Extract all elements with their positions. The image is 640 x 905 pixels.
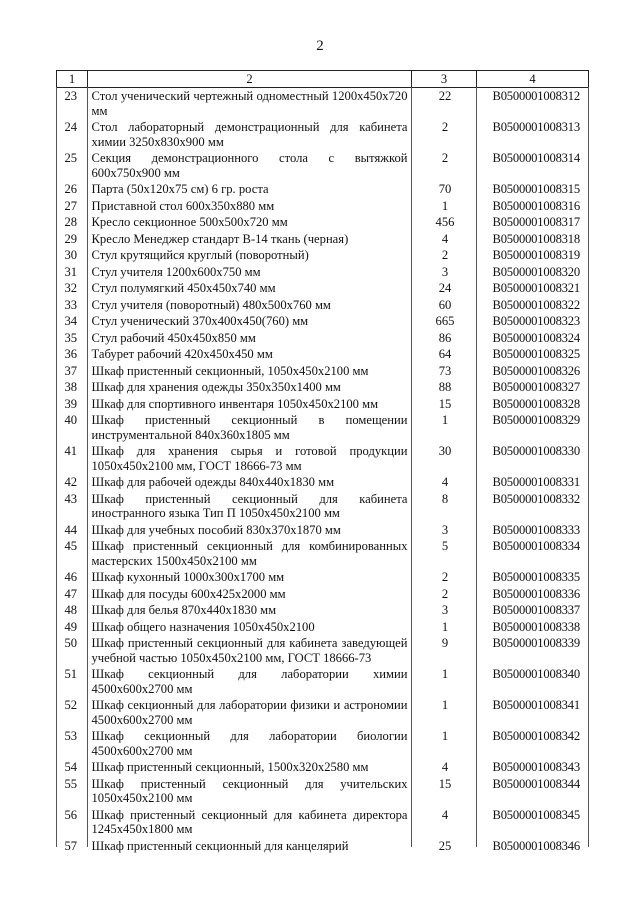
quantity-cell: 4 (441, 475, 449, 489)
table-row (57, 619, 589, 636)
row-number-cell: 23 (64, 89, 78, 103)
quantity-cell: 25 (438, 838, 452, 853)
quantity-cell: 86 (438, 330, 452, 345)
row-number-cell: 29 (64, 231, 78, 246)
table-row (57, 119, 589, 150)
quantity-cell: 60 (438, 297, 452, 312)
row-number-cell: 53 (64, 729, 78, 743)
inventory-code-cell: B0500001008324 (492, 330, 580, 345)
item-name-cell: Стул полумягкий 450х450х740 мм (91, 281, 276, 295)
table-row (57, 297, 589, 314)
item-name-cell: Парта (50х120х75 см) 6 гр. роста (91, 182, 269, 196)
row-number-cell: 27 (64, 198, 78, 213)
table-row (57, 88, 589, 120)
inventory-code-cell: B0500001008338 (492, 619, 580, 634)
row-number-cell: 40 (64, 413, 78, 427)
row-number-cell: 34 (64, 314, 78, 328)
row-number-cell: 50 (64, 636, 78, 650)
table-row (57, 443, 589, 474)
item-name-cell: Кресло Менеджер стандарт В-14 ткань (черная) (91, 231, 349, 246)
row-number-cell: 36 (64, 347, 78, 361)
table-row (57, 776, 589, 807)
inventory-code-cell: B0500001008317 (492, 215, 580, 229)
table-row (57, 346, 589, 363)
table-row (57, 807, 589, 838)
inventory-code-cell: B0500001008336 (492, 586, 580, 601)
inventory-code-cell: B0500001008316 (492, 198, 580, 213)
quantity-cell: 15 (438, 396, 452, 411)
row-number-cell: 37 (64, 363, 78, 378)
quantity-cell: 15 (438, 776, 452, 791)
quantity-cell: 73 (438, 363, 452, 378)
item-name-cell: Приставной стол 600х350х880 мм (91, 198, 275, 213)
item-name-cell: Табурет рабочий 420х450х450 мм (91, 347, 273, 361)
quantity-cell: 2 (441, 151, 449, 165)
table-row (57, 396, 589, 413)
column-header-number: 1 (57, 71, 88, 88)
item-name-cell: Шкаф для хранения одежды 350х350х1400 мм (91, 380, 341, 394)
item-name-cell: Шкаф пристенный секционный для комбинированных мастерских 1500х450х2100 мм (91, 539, 408, 568)
item-name-cell: Шкаф общего назначения 1050х450х2100 (91, 619, 315, 634)
item-name-cell: Кресло секционное 500х500х720 мм (91, 215, 288, 229)
row-number-cell: 24 (64, 120, 78, 134)
row-number-cell: 30 (64, 248, 78, 262)
item-name-cell: Стул рабочий 450х450х850 мм (91, 330, 256, 345)
inventory-code-cell: B0500001008334 (492, 539, 580, 553)
table-row (57, 538, 589, 569)
inventory-code-cell: B0500001008340 (492, 667, 580, 681)
item-name-cell: Шкаф пристенный секционный в помещении инструментальной 840х360х1805 мм (91, 413, 408, 442)
table-row (57, 330, 589, 347)
row-number-cell: 41 (64, 444, 78, 458)
table-row (57, 379, 589, 396)
column-divider-3 (476, 87, 477, 847)
table-row (57, 697, 589, 728)
inventory-code-cell: B0500001008337 (492, 603, 580, 617)
inventory-code-cell: B0500001008315 (492, 182, 580, 196)
quantity-cell: 1 (441, 667, 449, 681)
inventory-code-cell: B0500001008330 (492, 444, 580, 458)
table-row (57, 313, 589, 330)
table-row (57, 474, 589, 491)
item-name-cell: Шкаф для белья 870х440х1830 мм (91, 603, 277, 617)
inventory-code-cell: B0500001008326 (492, 363, 580, 378)
row-number-cell: 33 (64, 297, 78, 312)
table-row (57, 522, 589, 539)
table-row (57, 280, 589, 297)
row-number-cell: 32 (64, 281, 78, 295)
item-name-cell: Стул учителя 1200х600х750 мм (91, 264, 261, 279)
quantity-cell: 2 (441, 248, 449, 262)
column-divider-2 (411, 87, 412, 847)
quantity-cell: 2 (441, 120, 449, 134)
quantity-cell: 64 (438, 347, 452, 361)
row-number-cell: 28 (64, 215, 78, 229)
item-name-cell: Шкаф секционный для лаборатории химии 4500х600х2700 мм (91, 667, 408, 696)
row-number-cell: 55 (64, 776, 78, 791)
row-number-cell: 35 (64, 330, 78, 345)
inventory-code-cell: B0500001008313 (492, 120, 580, 134)
quantity-cell: 665 (435, 314, 455, 328)
quantity-cell: 1 (441, 698, 449, 712)
table-row (57, 759, 589, 776)
inventory-code-cell: B0500001008319 (492, 248, 580, 262)
quantity-cell: 3 (441, 603, 449, 617)
row-number-cell: 42 (64, 475, 78, 489)
inventory-code-cell: B0500001008325 (492, 347, 580, 361)
inventory-code-cell: B0500001008323 (492, 314, 580, 328)
row-number-cell: 39 (64, 396, 78, 411)
quantity-cell: 22 (438, 89, 452, 103)
quantity-cell: 1 (441, 198, 449, 213)
table-row (57, 150, 589, 181)
quantity-cell: 4 (441, 807, 449, 822)
quantity-cell: 3 (441, 264, 449, 279)
quantity-cell: 70 (438, 182, 452, 196)
row-number-cell: 26 (64, 182, 78, 196)
item-name-cell: Стул ученический 370х400х450(760) мм (91, 314, 309, 328)
quantity-cell: 8 (441, 491, 449, 506)
row-number-cell: 49 (64, 619, 78, 634)
inventory-table (56, 70, 589, 854)
item-name-cell: Шкаф для спортивного инвентаря 1050х450х2100 мм (91, 396, 379, 411)
inventory-code-cell: B0500001008327 (492, 380, 580, 394)
quantity-cell: 3 (441, 522, 449, 537)
column-header-quantity: 3 (412, 71, 477, 88)
quantity-cell: 456 (435, 215, 455, 229)
row-number-cell: 46 (64, 570, 78, 584)
row-number-cell: 47 (64, 586, 78, 601)
inventory-code-cell: B0500001008322 (492, 297, 580, 312)
column-header-name: 2 (88, 71, 412, 88)
inventory-code-cell: B0500001008318 (492, 231, 580, 246)
item-name-cell: Шкаф секционный для лаборатории физики и астрономии 4500х600х2700 мм (91, 698, 408, 727)
inventory-code-cell: B0500001008339 (492, 636, 580, 650)
quantity-cell: 5 (441, 539, 449, 553)
row-number-cell: 57 (64, 838, 78, 853)
item-name-cell: Шкаф для посуды 600х425х2000 мм (91, 586, 286, 601)
inventory-code-cell: B0500001008312 (492, 89, 580, 103)
inventory-code-cell: B0500001008328 (492, 396, 580, 411)
row-number-cell: 25 (64, 151, 78, 165)
item-name-cell: Стул учителя (поворотный) 480х500х760 мм (91, 297, 331, 312)
quantity-cell: 4 (441, 760, 449, 774)
item-name-cell: Шкаф для учебных пособий 830х370х1870 мм (91, 522, 341, 537)
row-number-cell: 31 (64, 264, 78, 279)
item-name-cell: Шкаф кухонный 1000х300х1700 мм (91, 570, 285, 584)
table-row (57, 363, 589, 380)
table-row (57, 214, 589, 231)
row-number-cell: 45 (64, 539, 78, 553)
row-number-cell: 43 (64, 491, 78, 506)
item-name-cell: Стол лабораторный демонстрационный для кабинета химии 3250х830х900 мм (91, 120, 408, 149)
table-row (57, 728, 589, 759)
quantity-cell: 1 (441, 413, 449, 427)
quantity-cell: 1 (441, 619, 449, 634)
table-left-border (56, 87, 57, 847)
quantity-cell: 9 (441, 636, 449, 650)
inventory-code-cell: B0500001008346 (492, 838, 580, 853)
item-name-cell: Шкаф пристенный секционный для учительских 1050х450х2100 мм (91, 776, 408, 805)
table-row (57, 412, 589, 443)
quantity-cell: 4 (441, 231, 449, 246)
item-name-cell: Шкаф секционный для лаборатории биологии 4500х600х2700 мм (91, 729, 408, 758)
item-name-cell: Шкаф пристенный секционный для кабинета заведующей учебной частью 1050х450х2100 мм, ГОСТ 18666-73 (91, 636, 408, 665)
inventory-code-cell: B0500001008333 (492, 522, 580, 537)
table-row (57, 569, 589, 586)
item-name-cell: Стол ученический чертежный одноместный 1200х450х720 мм (91, 89, 408, 118)
quantity-cell: 2 (441, 570, 449, 584)
table-row (57, 198, 589, 215)
column-divider-1 (87, 87, 88, 847)
item-name-cell: Шкаф пристенный секционный для кабинета иностранного языка Тип П 1050х450х2100 мм (91, 491, 408, 520)
inventory-code-cell: B0500001008343 (492, 760, 580, 774)
page-number: 2 (316, 38, 324, 54)
table-row (57, 231, 589, 248)
table-row (57, 635, 589, 666)
item-name-cell: Секция демонстрационного стола с вытяжкой 600х750х900 мм (91, 151, 408, 180)
item-name-cell: Шкаф пристенный секционный для кабинета директора 1245х450х1800 мм (91, 807, 408, 836)
table-row (57, 838, 589, 855)
column-header-code: 4 (477, 71, 589, 88)
quantity-cell: 1 (441, 729, 449, 743)
item-name-cell: Шкаф для рабочей одежды 840х440х1830 мм (91, 475, 335, 489)
row-number-cell: 51 (64, 667, 78, 681)
inventory-code-cell: B0500001008321 (492, 281, 580, 295)
inventory-code-cell: B0500001008344 (492, 776, 580, 791)
row-number-cell: 38 (64, 380, 78, 394)
inventory-code-cell: B0500001008331 (492, 475, 580, 489)
table-header-row (57, 71, 589, 88)
row-number-cell: 54 (64, 760, 78, 774)
row-number-cell: 52 (64, 698, 78, 712)
item-name-cell: Шкаф пристенный секционный, 1500х320х2580 мм (91, 760, 369, 774)
inventory-code-cell: B0500001008345 (492, 807, 580, 822)
inventory-code-cell: B0500001008329 (492, 413, 580, 427)
table-row (57, 247, 589, 264)
table-row (57, 586, 589, 603)
table-row (57, 181, 589, 198)
inventory-code-cell: B0500001008341 (492, 698, 580, 712)
quantity-cell: 2 (441, 586, 449, 601)
quantity-cell: 88 (438, 380, 452, 394)
row-number-cell: 44 (64, 522, 78, 537)
inventory-code-cell: B0500001008320 (492, 264, 580, 279)
quantity-cell: 30 (438, 444, 452, 458)
item-name-cell: Шкаф для хранения сырья и готовой продукции 1050х450х2100 мм, ГОСТ 18666-73 мм (91, 444, 408, 473)
item-name-cell: Шкаф пристенный секционный для канцелярий (91, 838, 349, 853)
row-number-cell: 48 (64, 603, 78, 617)
inventory-code-cell: B0500001008314 (492, 151, 580, 165)
item-name-cell: Стул крутящийся круглый (поворотный) (91, 248, 309, 262)
row-number-cell: 56 (64, 807, 78, 822)
inventory-code-cell: B0500001008335 (492, 570, 580, 584)
table-row (57, 602, 589, 619)
inventory-code-cell: B0500001008342 (492, 729, 580, 743)
quantity-cell: 24 (438, 281, 452, 295)
item-name-cell: Шкаф пристенный секционный, 1050х450х2100 мм (91, 363, 369, 378)
inventory-code-cell: B0500001008332 (492, 491, 580, 506)
table-row (57, 264, 589, 281)
table-row (57, 666, 589, 697)
table-right-border (588, 87, 589, 847)
table-row (57, 491, 589, 522)
